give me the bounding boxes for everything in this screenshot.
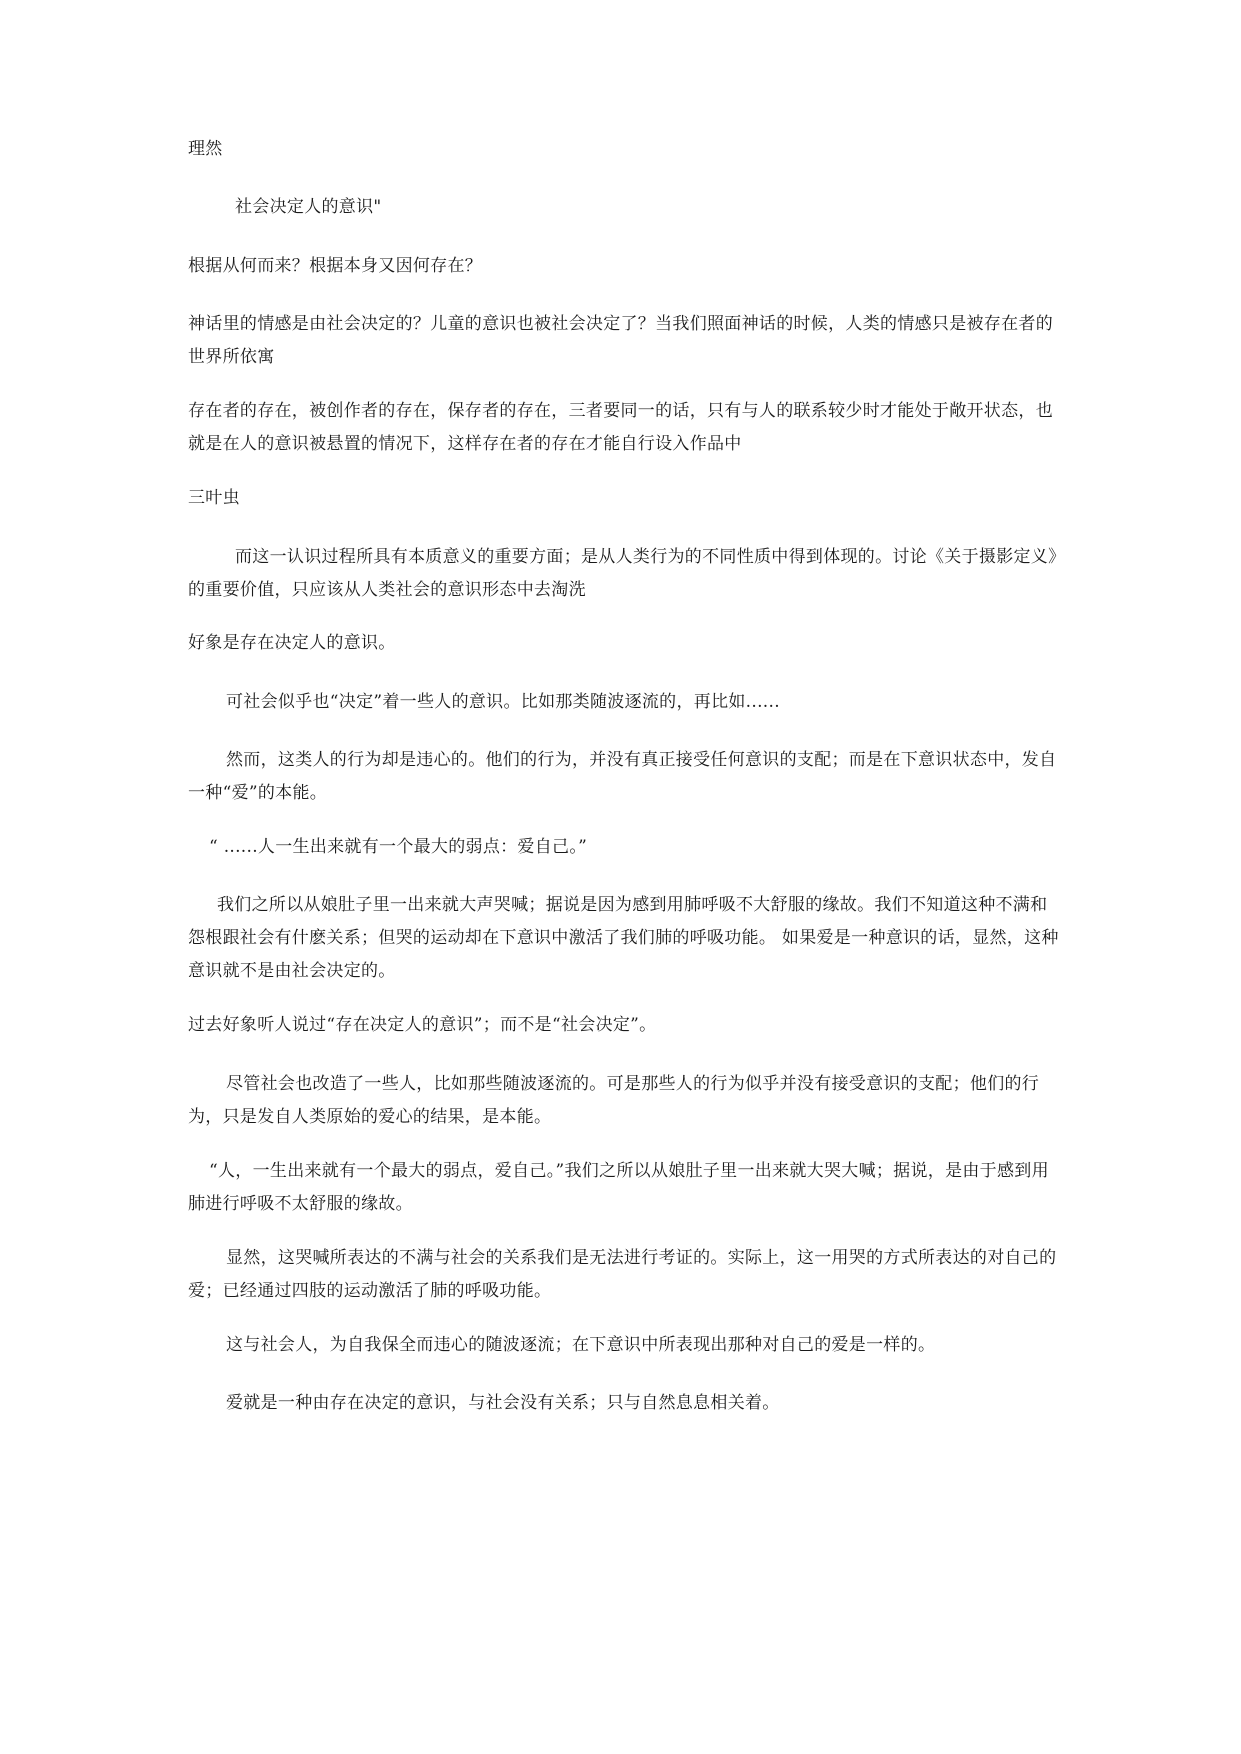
paragraph-heading: 理然 (188, 139, 223, 159)
paragraph: 然而，这类人的行为却是违心的。他们的行为，并没有真正接受任何意识的支配；而是在下意识状态中，发自一种“爱”的本能。 (188, 750, 1057, 803)
paragraph: 神话里的情感是由社会决定的？儿童的意识也被社会决定了？当我们照面神话的时候，人类的情感只是被存在者的世界所依寓 (188, 314, 1053, 367)
paragraph: 好象是存在决定人的意识。 (188, 633, 396, 653)
paragraph: 存在者的存在，被创作者的存在，保存者的存在，三者要同一的话，只有与人的联系较少时才能处于敞开状态，也就是在人的意识被悬置的情况下，这样存在者的存在才能自行设入作品中 (188, 401, 1053, 454)
quote-paragraph: “人，一生出来就有一个最大的弱点，爱自己。”我们之所以从娘肚子里一出来就大哭大喊；据说，是由于感到用肺进行呼吸不太舒服的缘故。 (188, 1161, 1049, 1214)
paragraph: 社会决定人的意识" (235, 197, 382, 217)
paragraph: 尽管社会也改造了一些人，比如那些随波逐流的。可是那些人的行为似乎并没有接受意识的支配；他们的行为，只是发自人类原始的爱心的结果，是本能。 (188, 1074, 1040, 1127)
paragraph: 我们之所以从娘肚子里一出来就大声哭喊；据说是因为感到用肺呼吸不大舒服的缘故。我们不知道这种不满和怨根跟社会有什麽关系；但哭的运动却在下意识中激活了我们肺的呼吸功能。 如果爱是一种意识的话，显然，这种意识就不是由社会决定的。 (188, 895, 1059, 981)
paragraph: 过去好象听人说过“存在决定人的意识”；而不是“社会决定”。 (188, 1015, 657, 1035)
paragraph: 根据从何而来？根据本身又因何存在？ (188, 256, 483, 276)
quote-paragraph: “ ......人一生出来就有一个最大的弱点：爱自己。” (209, 837, 588, 857)
paragraph-heading: 三叶虫 (188, 488, 240, 508)
paragraph: 爱就是一种由存在决定的意识，与社会没有关系；只与自然息息相关着。 (226, 1393, 780, 1413)
paragraph: 这与社会人，为自我保全而违心的随波逐流；在下意识中所表现出那种对自己的爱是一样的。 (226, 1335, 936, 1355)
paragraph: 可社会似乎也“决定”着一些人的意识。比如那类随波逐流的，再比如...... (226, 692, 780, 712)
paragraph: 显然，这哭喊所表达的不满与社会的关系我们是无法进行考证的。实际上，这一用哭的方式所表达的对自己的爱；已经通过四肢的运动激活了肺的呼吸功能。 (188, 1248, 1057, 1301)
paragraph: 而这一认识过程所具有本质意义的重要方面；是从人类行为的不同性质中得到体现的。讨论《关于摄影定义》的重要价值，只应该从人类社会的意识形态中去淘洗 (188, 547, 1057, 600)
